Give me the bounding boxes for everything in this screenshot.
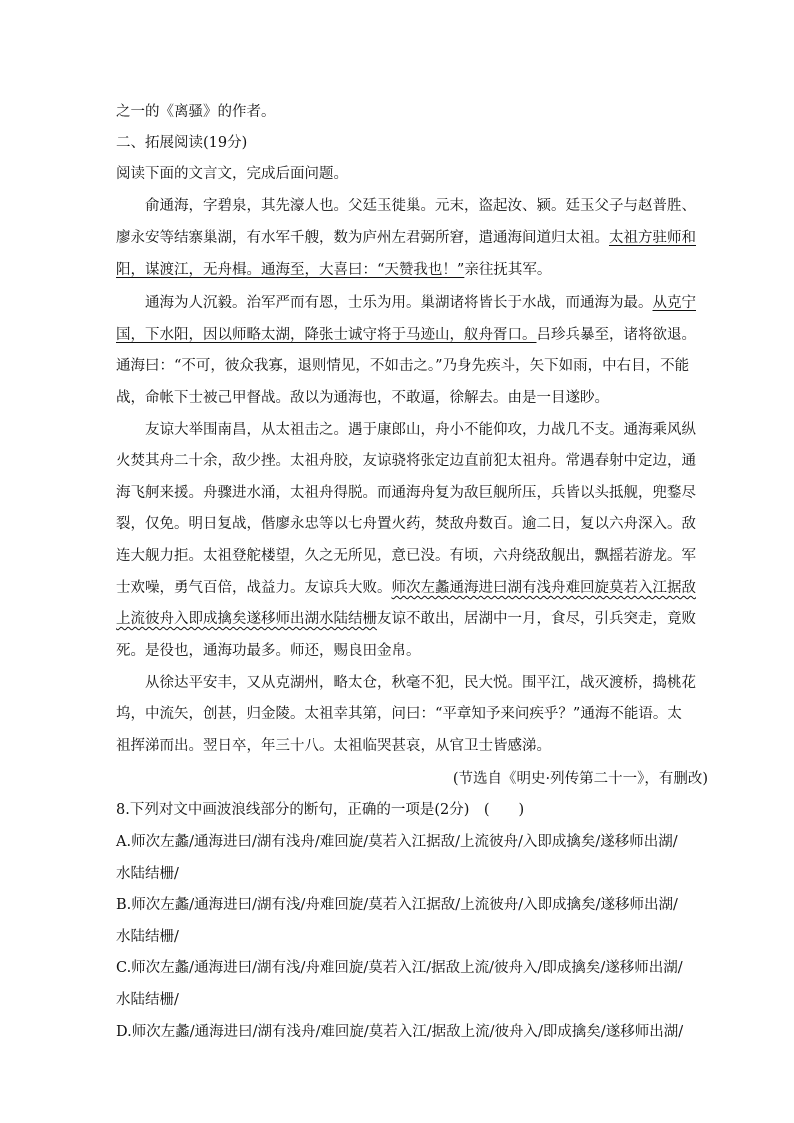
passage-line: 连大舰力拒。太祖登舵楼望，久之无所见，意已没。有顷，六舟绕敌舰出，飘摇若游龙。军 bbox=[116, 548, 696, 564]
option-a-continued: 水陆结栅/ bbox=[116, 866, 179, 882]
underlined-sentence: 从克宁 bbox=[652, 295, 696, 311]
question-8: 8.下列对文中画波浪线部分的断句，正确的一项是(2分) ( ) bbox=[116, 802, 525, 818]
passage-line bbox=[145, 293, 696, 313]
passage-text: 通海为人沉毅。治军严而有恩，士乐为用。巢湖诸将皆长于水战，而通海为最。 bbox=[145, 295, 653, 311]
wavy-underlined-text: 上流彼舟入即成擒矣遂移师出湖水陆结栅 bbox=[116, 611, 377, 627]
option-a[interactable]: A.师次左蠡/通海进曰/湖有浅舟/难回旋/莫若入江据敌/上流彼舟/入即成擒矣/遂移师出湖/ bbox=[116, 834, 678, 850]
passage-line: 死。是役也，通海功最多。师还，赐良田金帛。 bbox=[116, 643, 421, 659]
passage-line: 战，命帐下士被己甲督战。敌以为通海也，不敢逼，徐解去。由是一目遂眇。 bbox=[116, 390, 609, 406]
passage-line bbox=[116, 325, 696, 345]
option-b[interactable]: B.师次左蠡/通海进曰/湖有浅/舟难回旋/莫若入江据敌/上流彼舟/入即成擒矣/遂移师出湖/ bbox=[116, 897, 678, 913]
source-citation: (节选自《明史·列传第二十一》，有删改) bbox=[452, 771, 708, 787]
passage-text: 廖永安等结寨巢湖，有水军千艘，数为庐州左君弼所窘，遣通海间道归太祖。 bbox=[116, 230, 609, 246]
passage-line: 火焚其舟二十余，敌少挫。太祖舟胶，友谅骁将张定边直前犯太祖舟。常遇春射中定边，通 bbox=[116, 453, 696, 469]
wavy-underlined-text: 师次左蠡通海进曰湖有浅舟难回旋莫若入江据敌 bbox=[391, 580, 696, 596]
option-d[interactable]: D.师次左蠡/通海进曰/湖有浅舟/难回旋/莫若入江/据敌上流/彼舟入/即成擒矣/遂移师出湖/ bbox=[116, 1024, 684, 1040]
passage-text: 士欢噪，勇气百倍，战益力。友谅兵大败。 bbox=[116, 580, 392, 596]
passage-line: 通海曰：“不可，彼众我寡，退则情见，不如击之。”乃身先疾斗，矢下如雨，中右目，不能 bbox=[116, 358, 690, 374]
passage-text: 友谅不敢出，居湖中一月，食尽，引兵突走，竟败 bbox=[377, 611, 696, 627]
underlined-sentence: 国，下水阳，因以师略太湖，降张士诚守将于马迹山，舣舟胥口。 bbox=[116, 327, 537, 343]
underlined-sentence: 太祖方驻师和 bbox=[609, 230, 696, 246]
section-heading: 二、拓展阅读(19分) bbox=[116, 135, 248, 151]
option-b-continued: 水陆结栅/ bbox=[116, 929, 179, 945]
underlined-sentence: 阳，谋渡江，无舟楫。通海至，大喜曰：“天赞我也！” bbox=[116, 262, 465, 278]
passage-line: 祖挥涕而出。翌日卒，年三十八。太祖临哭甚哀，从官卫士皆感涕。 bbox=[116, 738, 551, 754]
passage-text: 吕珍兵暴至，诸将欲退。 bbox=[536, 327, 696, 343]
text-line: 之一的《离骚》的作者。 bbox=[116, 104, 276, 120]
passage-line: 俞通海，字碧泉，其先濠人也。父廷玉徙巢。元末，盗起汝、颍。廷玉父子与赵普胜、 bbox=[145, 198, 696, 214]
passage-line bbox=[116, 609, 696, 629]
passage-line: 坞，中流矢，创甚，归金陵。太祖幸其第，问曰：“平章知予来问疾乎？”通海不能语。太 bbox=[116, 706, 682, 722]
option-c[interactable]: C.师次左蠡/通海进曰/湖有浅/舟难回旋/莫若入江/据敌上流/彼舟入/即成擒矣/遂移师出湖/ bbox=[116, 960, 683, 976]
option-c-continued: 水陆结栅/ bbox=[116, 992, 179, 1008]
passage-line: 从徐达平安丰，又从克湖州，略太仓，秋毫不犯，民大悦。围平江，战灭渡桥，捣桃花 bbox=[145, 675, 696, 691]
passage-text: 亲往抚其军。 bbox=[464, 262, 552, 278]
passage-line: 友谅大举围南昌，从太祖击之。遇于康郎山，舟小不能仰攻，力战几不支。通海乘风纵 bbox=[145, 422, 696, 438]
instruction-line: 阅读下面的文言文，完成后面问题。 bbox=[116, 166, 348, 182]
passage-line bbox=[116, 578, 696, 598]
passage-line bbox=[116, 260, 551, 280]
passage-line bbox=[116, 228, 696, 248]
passage-line: 裂，仅免。明日复战，偕廖永忠等以七舟置火药，焚敌舟数百。逾二日，复以六舟深入。敌 bbox=[116, 516, 696, 532]
passage-line: 海飞舸来援。舟骤进水涌，太祖舟得脱。而通海舟复为敌巨舰所压，兵皆以头抵舰，兜鍪尽 bbox=[116, 485, 696, 501]
